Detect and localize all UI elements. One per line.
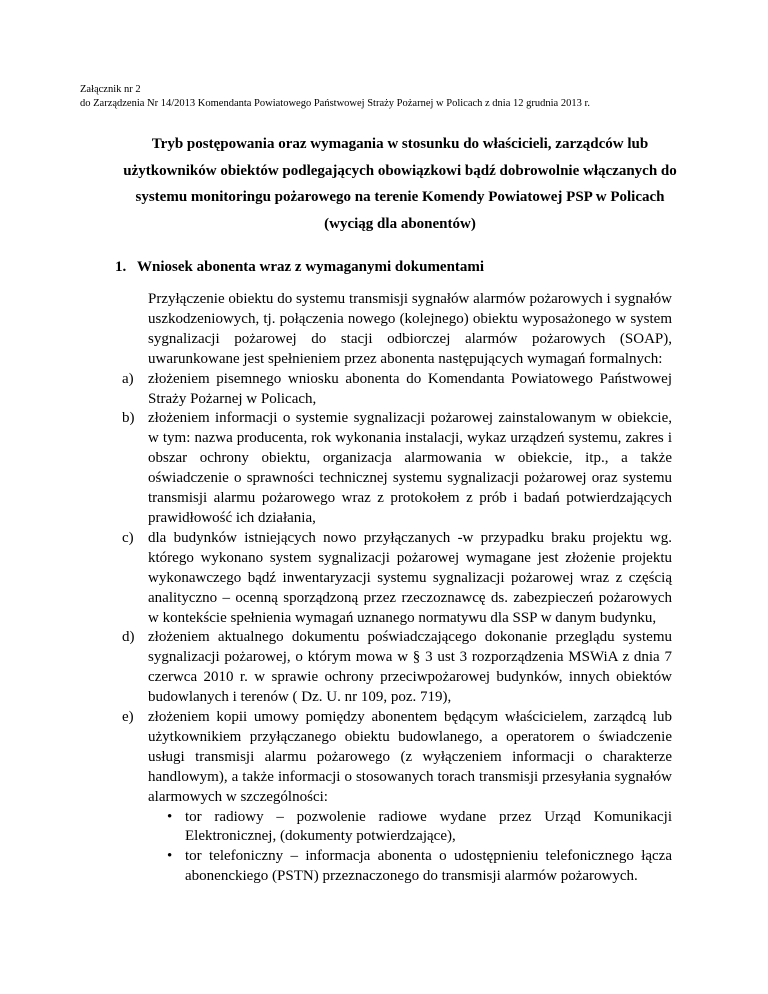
title-line-1: Tryb postępowania oraz wymagania w stosunku do właścicieli, zarządców lub: [151, 136, 649, 152]
bullet-text: tor telefoniczny – informacja abonenta o udostępnieniu telefonicznego łącza abonenckiego (PSTN) przeznaczonego do transmisji alarmów pożarowych.: [185, 848, 672, 885]
title-line-3: systemu monitoringu pożarowego na terenie Komendy Powiatowej PSP w Policach: [135, 189, 665, 205]
transmission-paths-list: [148, 808, 672, 888]
document-title: [80, 131, 720, 237]
list-marker: c): [122, 529, 134, 546]
bullet-text: tor radiowy – pozwolenie radiowe wydane przez Urząd Komunikacji Elektronicznej, (dokumenty potwierdzające),: [185, 808, 672, 845]
list-item: [122, 409, 672, 528]
regulation-reference: do Zarządzenia Nr 14/2013 Komendanta Powiatowego Państwowej Straży Pożarnej w Policach z dnia 12 grudnia 2013 r.: [80, 98, 590, 109]
bullet-item: [167, 808, 672, 848]
list-item-text: złożeniem kopii umowy pomiędzy abonentem będącym właścicielem, zarządcą lub użytkownikiem przyłączanego obiektu budowlanego, a operatorem o świadczenie usługi transmisji alarmu pożarowego (z wyłączeniem informacji o charakterze handlowym), a także informacji o stosowanych torach transmisji przesyłania sygnałów alarmowych w szczególności:: [148, 709, 672, 805]
section-title: Wniosek abonenta wraz z wymaganymi dokumentami: [137, 259, 485, 275]
bullet-icon: •: [167, 848, 173, 865]
requirements-list: [122, 370, 672, 888]
section-body: [122, 290, 672, 887]
list-item: [122, 628, 672, 708]
list-marker: b): [122, 410, 135, 427]
attachment-header: [80, 83, 720, 111]
bullet-icon: •: [167, 808, 173, 825]
list-item: [122, 370, 672, 410]
list-item-text: złożeniem aktualnego dokumentu poświadczającego dokonanie przeglądu systemu sygnalizacji pożarowej, o którym mowa w § 3 ust 3 rozporządzenia MSWiA z dnia 7 czerwca 2010 r. w sprawie ochrony przeciwpożarowej budynków, innych obiektów budowlanych i terenów ( Dz. U. nr 109, poz. 719),: [148, 629, 672, 706]
title-line-2: użytkowników obiektów podlegających obowiązkowi bądź dobrowolnie włączanych do: [123, 162, 677, 179]
bullet-item: [167, 847, 672, 887]
title-subtitle: (wyciąg dla abonentów): [324, 215, 476, 232]
list-item-text: złożeniem pisemnego wniosku abonenta do Komendanta Powiatowego Państwowej Straży Pożarnej w Policach,: [148, 370, 672, 407]
list-marker: d): [122, 629, 135, 646]
list-item: [122, 529, 672, 629]
list-item-text: dla budynków istniejących nowo przyłączanych -w przypadku braku projektu wg. którego wykonano system sygnalizacji pożarowej wymagane jest złożenie projektu wykonawczego bądź inwentaryzacji systemu sygnalizacji pożarowej wraz z częścią analityczno – ocenną sporządzoną przez rzeczoznawcę ds. zabezpieczeń pożarowych w kontekście spełnienia wymagań uznanego normatywu dla SSP w danym budynku,: [148, 529, 672, 626]
section-number: 1.: [115, 259, 127, 275]
list-marker: e): [122, 709, 134, 726]
section-heading: [115, 257, 484, 277]
list-marker: a): [122, 370, 134, 387]
list-item-text: złożeniem informacji o systemie sygnalizacji pożarowej zainstalowanym w obiekcie, w tym: nazwa producenta, rok wykonania instalacji, wykaz urządzeń systemu, zakres i obszar ochrony obiektu, organizacja alarmowania w obiekcie, itp., a także oświadczenie o sprawności technicznej systemu sygnalizacji pożarowej oraz systemu transmisji alarmu pożarowego wraz z protokołem z prób i badań potwierdzających prawidłowość ich działania,: [148, 410, 672, 526]
intro-paragraph: Przyłączenie obiektu do systemu transmisji sygnałów alarmów pożarowych i sygnałów uszkodzeniowych, tj. połączenia nowego (kolejnego) obiektu wyposażonego w system sygnalizacji pożarowej do stacji odbiorczej alarmów pożarowych (SOAP), uwarunkowane jest spełnieniem przez abonenta następujących wymagań formalnych:: [148, 291, 672, 367]
list-item: [122, 708, 672, 887]
attachment-number: Załącznik nr 2: [80, 84, 141, 95]
